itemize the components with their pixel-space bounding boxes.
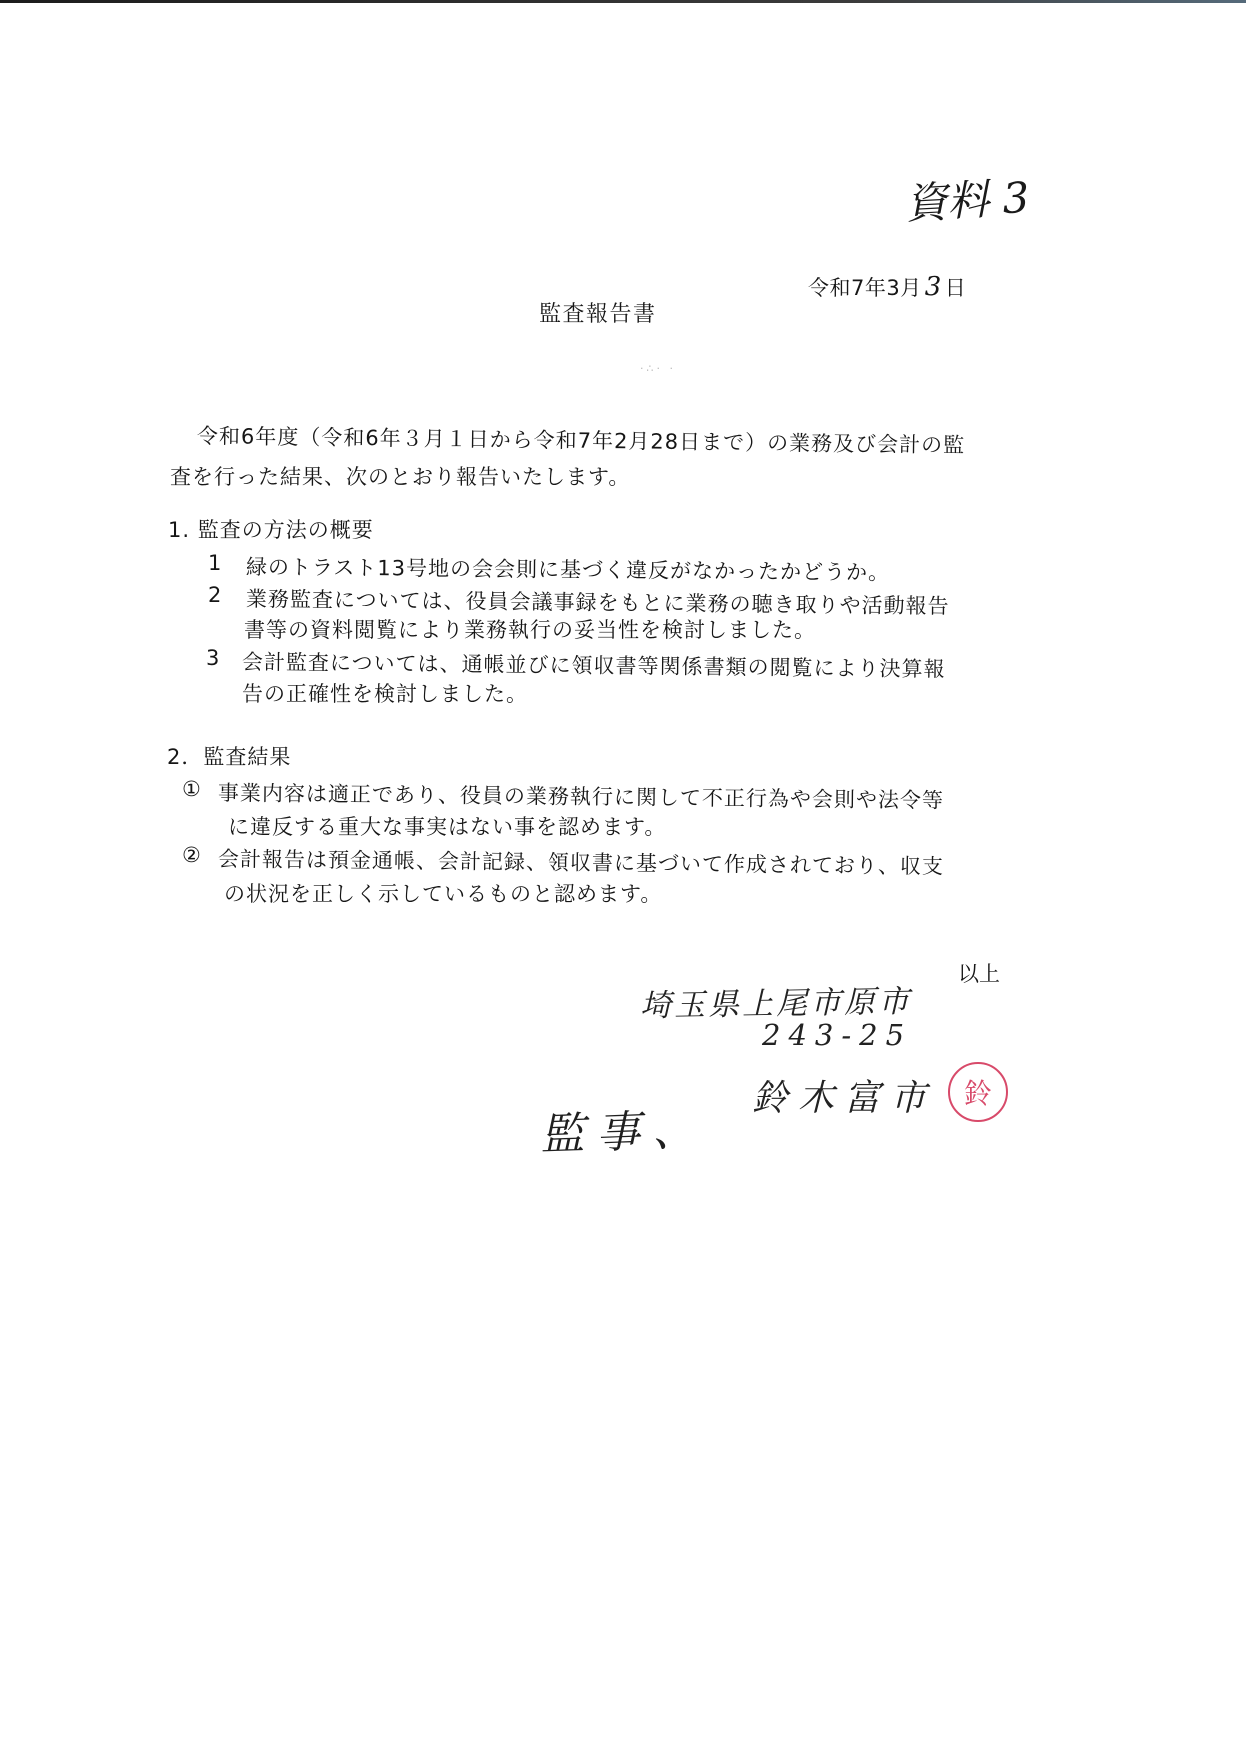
handwritten-annotation: 資料 3 [903, 172, 1031, 229]
handwritten-address-number: 243-25 [762, 1018, 913, 1052]
section-2-item-2-number: ② [182, 843, 202, 867]
date-prefix: 令和7年3月 [808, 276, 922, 300]
section-2-item-1-number: ① [182, 777, 202, 801]
section-1-item-1-number: 1 [208, 551, 223, 575]
section-1-item-2-number: 2 [208, 583, 223, 607]
section-2-item-2-line-1: 会計報告は預金通帳、会計記録、領収書に基づいて作成されており、収支 [217, 847, 945, 879]
seal-character: 鈴 [963, 1077, 992, 1110]
section-2-item-1-line-1: 事業内容は適正であり、役員の業務執行に関して不正行為や会則や法令等 [217, 781, 945, 813]
section-1-item-2-line-1: 業務監査については、役員会議事録をもとに業務の聴き取りや活動報告 [245, 587, 950, 619]
handwritten-address: 埼玉県上尾市原市 [639, 983, 913, 1025]
document-title: 監査報告書 [539, 302, 657, 327]
date-handwritten-day: 3 [924, 272, 942, 302]
section-1-heading: 1. 監査の方法の概要 [168, 518, 374, 542]
intro-line-1: 令和6年度（令和6年３月１日から令和7年2月28日まで）の業務及び会計の監 [196, 424, 966, 458]
document-date [808, 272, 966, 302]
section-1-item-2-line-2: 書等の資料閲覧により業務執行の妥当性を検討しました。 [244, 618, 816, 642]
section-1-item-3-number: 3 [206, 646, 221, 670]
handwritten-signer-name: 鈴木富市 [752, 1078, 937, 1119]
section-1-item-3-line-2: 告の正確性を検討しました。 [242, 682, 528, 706]
section-2-item-2-line-2: の状況を正しく示しているものと認めます。 [224, 882, 663, 906]
section-2-heading: 2．監査結果 [167, 745, 292, 769]
section-1-item-3-line-1: 会計監査については、通帳並びに領収書等関係書類の閲覧により決算報 [241, 650, 946, 682]
section-1-item-1-line-1: 緑のトラスト13号地の会会則に基づく違反がなかったかどうか。 [245, 555, 891, 585]
intro-line-2: 査を行った結果、次のとおり報告いたします。 [170, 465, 631, 489]
scan-edge [0, 0, 1246, 3]
handwritten-role-auditor: 監事、 [539, 1104, 709, 1161]
section-2-item-1-line-2: に違反する重大な事実はない事を認めます。 [228, 815, 667, 839]
closing-ijo: 以上 [958, 962, 1000, 986]
red-hanko-seal [948, 1062, 1008, 1122]
date-suffix: 日 [944, 276, 967, 300]
scan-smudge: ·∴· · [640, 362, 676, 375]
